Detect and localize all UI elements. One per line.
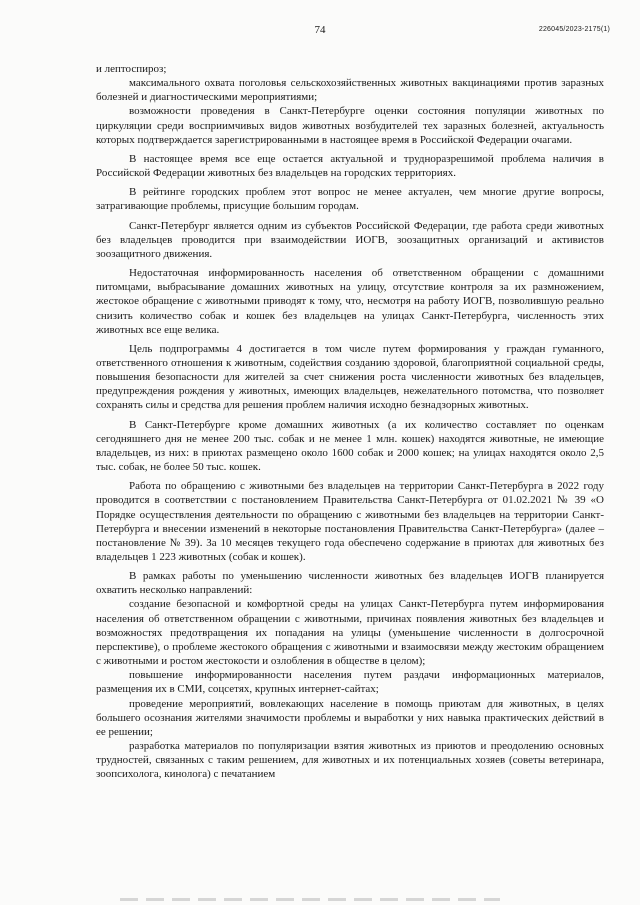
- scan-edge-artifact: [120, 898, 500, 901]
- paragraph-8: Цель подпрограммы 4 достигается в том числе путем формирования у граждан гуманного, ответственного отношения к животным, содействия созданию здоровой, благоприятной социальной среды, повышения безопасности для жителей за счет снижения роста численности животных без владельцев, предупреждения рождения у животных, имеющих владельцев, нежелательного потомства, что позволяет сохранять силы и средства для решения проблем наличия исходно безнадзорных животных.: [96, 342, 604, 412]
- paragraph-2: максимального охвата поголовья сельскохозяйственных животных вакцинациями против заразных болезней и диагностическими мероприятиями;: [96, 77, 604, 104]
- paragraph-4: В настоящее время все еще остается актуальной и трудноразрешимой проблема наличия в Российской Федерации животных без владельцев на городских территориях.: [96, 152, 604, 180]
- paragraph-15: разработка материалов по популяризации взятия животных из приютов и преодолению основных трудностей, связанных с таким решением, для животных и их потенциальных хозяев (советы ветеринара, зоопсихолога, кинолога) с печатанием: [96, 740, 604, 781]
- paragraph-11: В рамках работы по уменьшению численности животных без владельцев ИОГВ планируется охватить несколько направлений:: [96, 570, 604, 597]
- paragraph-9: В Санкт-Петербурге кроме домашних животных (а их количество составляет по оценкам сегодняшнего дня не менее 200 тыс. собак и не менее 1 млн. кошек) находятся животные, не имеющие владельцев, из них: в приютах размещено около 1600 собак и 2000 кошек; на улицах находятся около 2,5 тыс. собак, не более 50 тыс. кошек.: [96, 418, 604, 474]
- paragraph-7: Недостаточная информированность населения об ответственном обращении с домашними питомцами, выбрасывание домашних животных на улицу, отсутствие контроля за их размножением, жестокое обращение с животными приводят к тому, что, несмотря на работу ИОГВ, позволившую реально снизить количество собак и кошек без владельцев на улицах Санкт-Петербурга, численность этих животных все еще велика.: [96, 267, 604, 336]
- document-id: 226045/2023-2175(1): [538, 26, 610, 33]
- page-number: 74: [314, 24, 326, 36]
- paragraph-10: Работа по обращению с животными без владельцев на территории Санкт-Петербурга в 2022 году проводится в соответствии с постановлением Правительства Санкт-Петербурга от 01.02.2021 № 39 «О Порядке осуществления деятельности по обращению с животными без владельцев на территории Санкт-Петербурга и внесении изменений в некоторые постановления Правительства Санкт-Петербурга» (далее – постановление № 39). За 10 месяцев текущего года обеспечено содержание в приютах для животных без владельцев 1 223 животных (собак и кошек).: [96, 480, 604, 563]
- paragraph-3: возможности проведения в Санкт-Петербурге оценки состояния популяции животных по циркуляции среди восприимчивых видов животных возбудителей тех заразных болезней, актуальность которых подтверждается зарегистрированными в настоящее время в Российской Федерации очагами.: [96, 105, 604, 146]
- paragraph-5: В рейтинге городских проблем этот вопрос не менее актуален, чем многие другие вопросы, затрагивающие проблемы, присущие большим городам.: [96, 186, 604, 213]
- paragraph-13: повышение информированности населения путем раздачи информационных материалов, размещения их в СМИ, соцсетях, крупных интернет-сайтах;: [96, 669, 604, 696]
- paragraph-12: создание безопасной и комфортной среды на улицах Санкт-Петербурга путем информирования населения об ответственном обращении с животными, причинах появления животных без владельцев и возможностях предотвращения их попадания на улицы (уменьшение численности в долгосрочной перспективе), о проблеме жестокого обращения с животными и взаимосвязи между жестоким обращением с животными и ростом жестокости и озлобления в обществе в целом);: [96, 598, 604, 668]
- paragraph-6: Санкт-Петербург является одним из субъектов Российской Федерации, где работа среди животных без владельцев проводится при взаимодействии ИОГВ, зоозащитных организаций и активистов зоозащитного движения.: [96, 219, 604, 260]
- paragraph-14: проведение мероприятий, вовлекающих население в помощь приютам для животных, в целях большего осознания жителями значимости проблемы и выработки у них навыка практических действий в ее решении;: [96, 697, 604, 738]
- paragraph-1: и лептоспироз;: [96, 63, 167, 75]
- body-text: [96, 62, 604, 782]
